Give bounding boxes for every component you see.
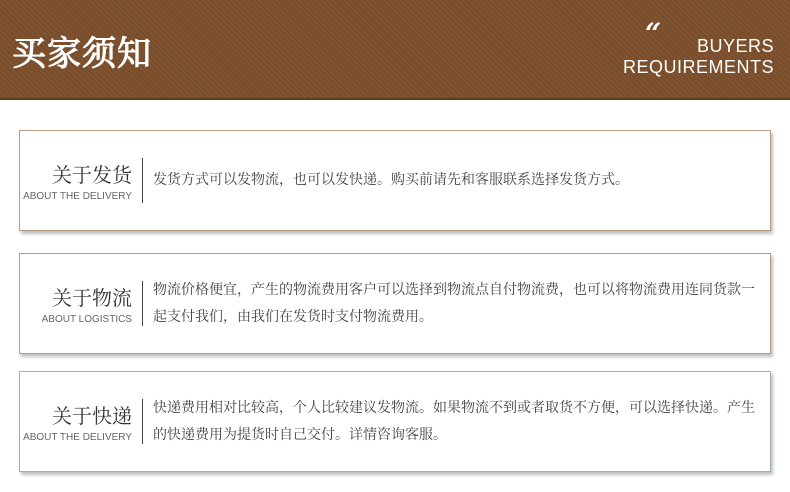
card-divider (142, 281, 143, 326)
info-card-delivery (19, 130, 771, 231)
card-header (20, 131, 142, 230)
info-card-logistics (19, 253, 771, 354)
info-card-express (19, 371, 771, 472)
page-title: 买家须知 (12, 34, 152, 74)
card-title: 关于快递 (52, 404, 132, 428)
card-divider (142, 399, 143, 444)
card-subtitle: ABOUT THE DELIVERY (23, 432, 132, 443)
card-body-text: 发货方式可以发物流，也可以发快递。购买前请先和客服联系选择发货方式。 (153, 172, 629, 188)
card-divider (142, 158, 143, 203)
banner-english-line2: REQUIREMENTS (622, 57, 774, 77)
card-subtitle: ABOUT THE DELIVERY (23, 191, 132, 202)
card-subtitle: ABOUT LOGISTICS (41, 314, 132, 325)
card-header (20, 254, 142, 353)
quote-mark-icon: “ (645, 17, 662, 50)
banner-english-title (623, 36, 774, 78)
card-title: 关于物流 (52, 286, 132, 310)
card-header (20, 372, 142, 471)
card-body-text: 快递费用相对比较高，个人比较建议发物流。如果物流不到或者取货不方便，可以选择快递。产生的快递费用为提货时自己交付。详情咨询客服。 (153, 399, 755, 443)
card-body-text: 物流价格便宜，产生的物流费用客户可以选择到物流点自付物流费，也可以将物流费用连同货款一起支付我们，由我们在发货时支付物流费用。 (153, 281, 755, 325)
card-title: 关于发货 (52, 163, 132, 187)
header-banner (0, 0, 790, 100)
banner-english-line1: BUYERS (696, 36, 774, 56)
